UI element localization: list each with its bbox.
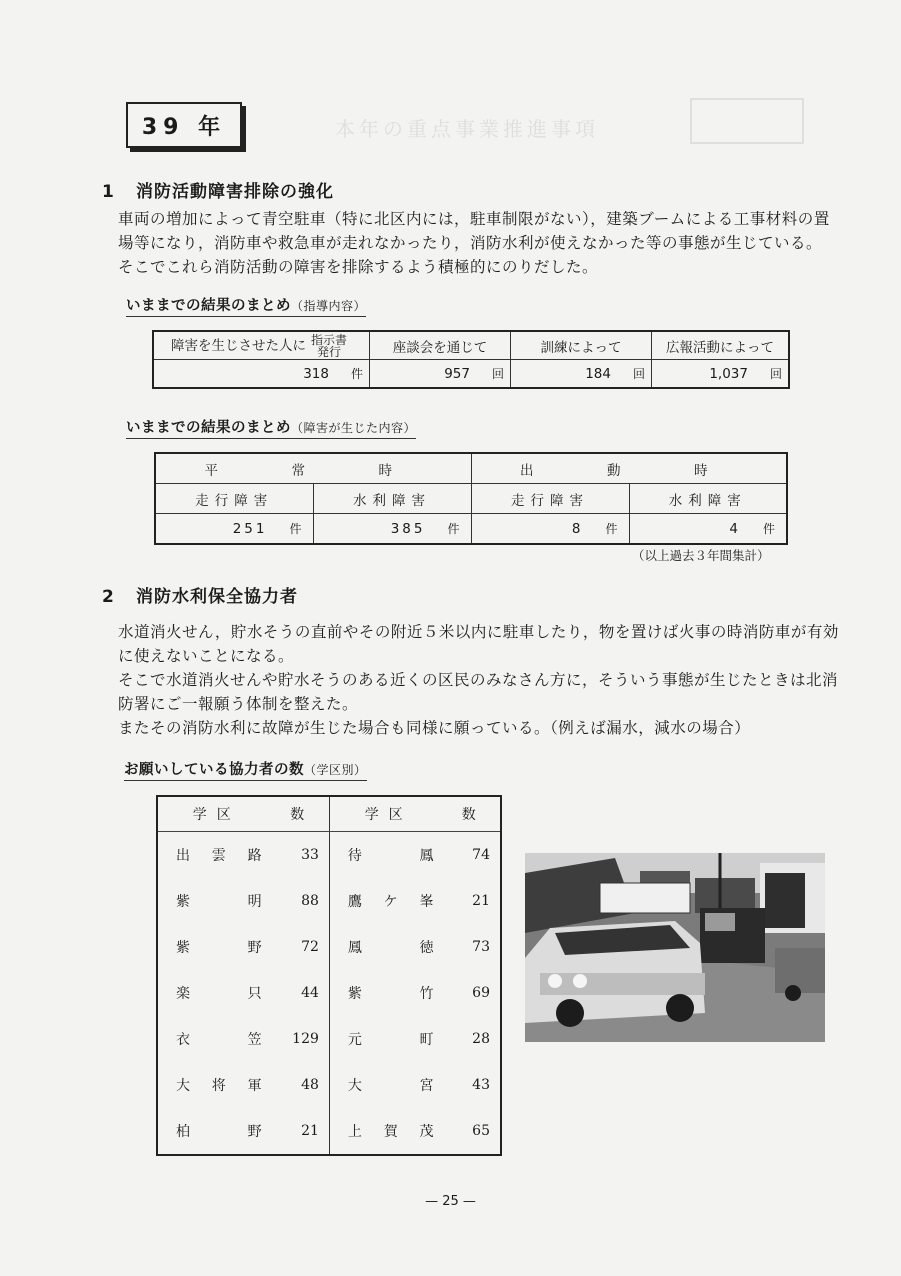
obstruction-summary-table bbox=[154, 452, 788, 545]
summary1-subtitle: （指導内容） bbox=[291, 299, 367, 313]
table1-value-cell bbox=[370, 360, 511, 389]
table2-unit: 件 bbox=[447, 522, 463, 536]
year-box: 39 年 bbox=[126, 102, 242, 148]
table2-value-cell bbox=[629, 514, 787, 545]
cooperator-count: 69 bbox=[472, 985, 490, 1001]
table3-header: 数 bbox=[448, 796, 502, 832]
paragraph-line: 水道消火せん，貯水そうの直前やその附近５米以内に駐車したり，物を置けば火事の時消防車が有効 bbox=[118, 623, 839, 641]
district-name: 柏野 bbox=[176, 1124, 264, 1140]
table1-value: 184 bbox=[585, 366, 611, 382]
cooperator-count: 48 bbox=[276, 1062, 330, 1108]
table1-header: 指示書発行 bbox=[310, 332, 347, 359]
summary2-subtitle: （障害が生じた内容） bbox=[291, 421, 417, 435]
table1-value: 1,037 bbox=[709, 366, 748, 382]
table2-header: 走行障害 bbox=[471, 484, 629, 514]
district-name: 大宮 bbox=[347, 1078, 436, 1094]
section1-title: 消防活動障害排除の強化 bbox=[136, 182, 334, 202]
section1-paragraph bbox=[118, 207, 830, 279]
cooperator-count: 73 bbox=[472, 939, 490, 955]
summary1-title: いままでの結果のまとめ bbox=[126, 298, 291, 314]
cooperators-title: お願いしている協力者の数 bbox=[124, 762, 304, 778]
district-name: 衣笠 bbox=[176, 1032, 264, 1048]
summary2-title: いままでの結果のまとめ bbox=[126, 420, 291, 436]
table2-value-cell bbox=[313, 514, 471, 545]
cooperator-count: 33 bbox=[276, 832, 330, 879]
cooperator-count: 65 bbox=[472, 1123, 490, 1139]
district-name: 大将軍 bbox=[176, 1078, 264, 1094]
paragraph-line: 防署にご一報願う体制を整えた。 bbox=[118, 695, 359, 713]
section2-number: 2 bbox=[102, 587, 115, 607]
table-row bbox=[157, 832, 501, 879]
table2-unit: 件 bbox=[289, 522, 305, 536]
district-name: 鳳徳 bbox=[347, 940, 436, 956]
table3-header: 学区 bbox=[329, 796, 447, 832]
summary1-heading bbox=[126, 294, 366, 317]
table2-group-normal: 平 常 時 bbox=[155, 453, 471, 484]
table1-value: 957 bbox=[444, 366, 470, 382]
table1-header-cell bbox=[153, 331, 370, 360]
bleed-through-box bbox=[690, 98, 804, 144]
table2-header: 水利障害 bbox=[313, 484, 471, 514]
table2-value: 8 bbox=[571, 521, 584, 537]
table1-header: 座談会を通じて bbox=[370, 331, 511, 360]
table1-header: 障害を生じさせた人に bbox=[171, 337, 306, 354]
bleed-through-text: 本年の重点事業推進事項 bbox=[335, 117, 599, 141]
table2-value-cell bbox=[471, 514, 629, 545]
table1-value-cell bbox=[511, 360, 652, 389]
paragraph-line: に使えないことになる。 bbox=[118, 647, 295, 665]
paragraph-line: 場等になり，消防車や救急車が走れなかったり，消防水利が使えなかった等の事態が生じている。 bbox=[118, 234, 823, 252]
paragraph-line: 車両の増加によって青空駐車（特に北区内には，駐車制限がない），建築ブームによる工事材料の置 bbox=[118, 210, 830, 228]
table1-unit: 回 bbox=[769, 367, 782, 381]
cooperator-count: 74 bbox=[472, 847, 490, 863]
cooperators-table bbox=[156, 795, 502, 1156]
table1-value-cell bbox=[153, 360, 370, 389]
cooperator-count: 21 bbox=[276, 1108, 330, 1155]
cooperator-count: 28 bbox=[472, 1031, 490, 1047]
table2-note: （以上過去３年間集計） bbox=[632, 548, 770, 563]
table1-unit: 回 bbox=[491, 367, 504, 381]
paragraph-line: そこで水道消火せんや貯水そうのある近くの区民のみなさん方に，そういう事態が生じたときは北消 bbox=[118, 671, 839, 689]
street-photo-image bbox=[525, 853, 825, 1042]
page-number: — 25 — bbox=[425, 1194, 476, 1209]
table1-value: 318 bbox=[303, 366, 329, 382]
table-row bbox=[157, 970, 501, 1016]
table2-value: 4 bbox=[729, 521, 741, 537]
table-row bbox=[157, 878, 501, 924]
section2-title: 消防水利保全協力者 bbox=[136, 587, 298, 607]
district-name: 上賀茂 bbox=[347, 1124, 436, 1140]
table2-value-cell bbox=[155, 514, 313, 545]
district-name: 紫明 bbox=[176, 894, 264, 910]
cooperator-count: 44 bbox=[276, 970, 330, 1016]
cooperator-count: 88 bbox=[276, 878, 330, 924]
cooperator-count: 72 bbox=[276, 924, 330, 970]
table2-value: 385 bbox=[390, 521, 426, 537]
table-row bbox=[157, 1108, 501, 1155]
table2-header: 水利障害 bbox=[629, 484, 787, 514]
district-name: 楽只 bbox=[176, 986, 264, 1002]
section2-heading bbox=[102, 582, 298, 607]
table1-header: 広報活動によって bbox=[652, 331, 790, 360]
table3-header: 学区 bbox=[157, 796, 276, 832]
cooperator-count: 129 bbox=[276, 1016, 330, 1062]
table2-unit: 件 bbox=[605, 522, 621, 536]
table2-value: 251 bbox=[232, 521, 268, 537]
paragraph-line: そこでこれら消防活動の障害を排除するよう積極的にのりだした。 bbox=[118, 258, 599, 276]
district-name: 出雲路 bbox=[176, 848, 264, 864]
table-row bbox=[157, 1016, 501, 1062]
table1-unit: 回 bbox=[632, 367, 645, 381]
section1-number: 1 bbox=[102, 182, 115, 202]
cooperators-subtitle: （学区別） bbox=[304, 763, 367, 777]
paragraph-line: またその消防水利に故障が生じた場合も同様に願っている。（例えば漏水，減水の場合） bbox=[118, 719, 751, 737]
cooperator-count: 43 bbox=[472, 1077, 490, 1093]
section2-paragraph bbox=[118, 620, 839, 740]
table1-header: 訓練によって bbox=[511, 331, 652, 360]
table1-unit: 件 bbox=[350, 367, 363, 381]
district-name: 待鳳 bbox=[347, 848, 436, 864]
guidance-summary-table bbox=[152, 330, 790, 389]
district-name: 元町 bbox=[347, 1032, 436, 1048]
table3-header: 数 bbox=[276, 796, 330, 832]
table-row bbox=[157, 1062, 501, 1108]
table1-value-cell bbox=[652, 360, 790, 389]
summary2-heading bbox=[126, 416, 416, 439]
table2-unit: 件 bbox=[762, 522, 778, 536]
street-photo bbox=[525, 853, 825, 1042]
section1-heading bbox=[102, 177, 334, 202]
district-name: 紫竹 bbox=[347, 986, 436, 1002]
table-row bbox=[157, 924, 501, 970]
district-name: 紫野 bbox=[176, 940, 264, 956]
table2-group-dispatch: 出 動 時 bbox=[471, 453, 787, 484]
district-name: 鷹ケ峯 bbox=[347, 894, 436, 910]
cooperator-count: 21 bbox=[472, 893, 490, 909]
table2-header: 走行障害 bbox=[155, 484, 313, 514]
cooperators-heading bbox=[124, 758, 367, 781]
